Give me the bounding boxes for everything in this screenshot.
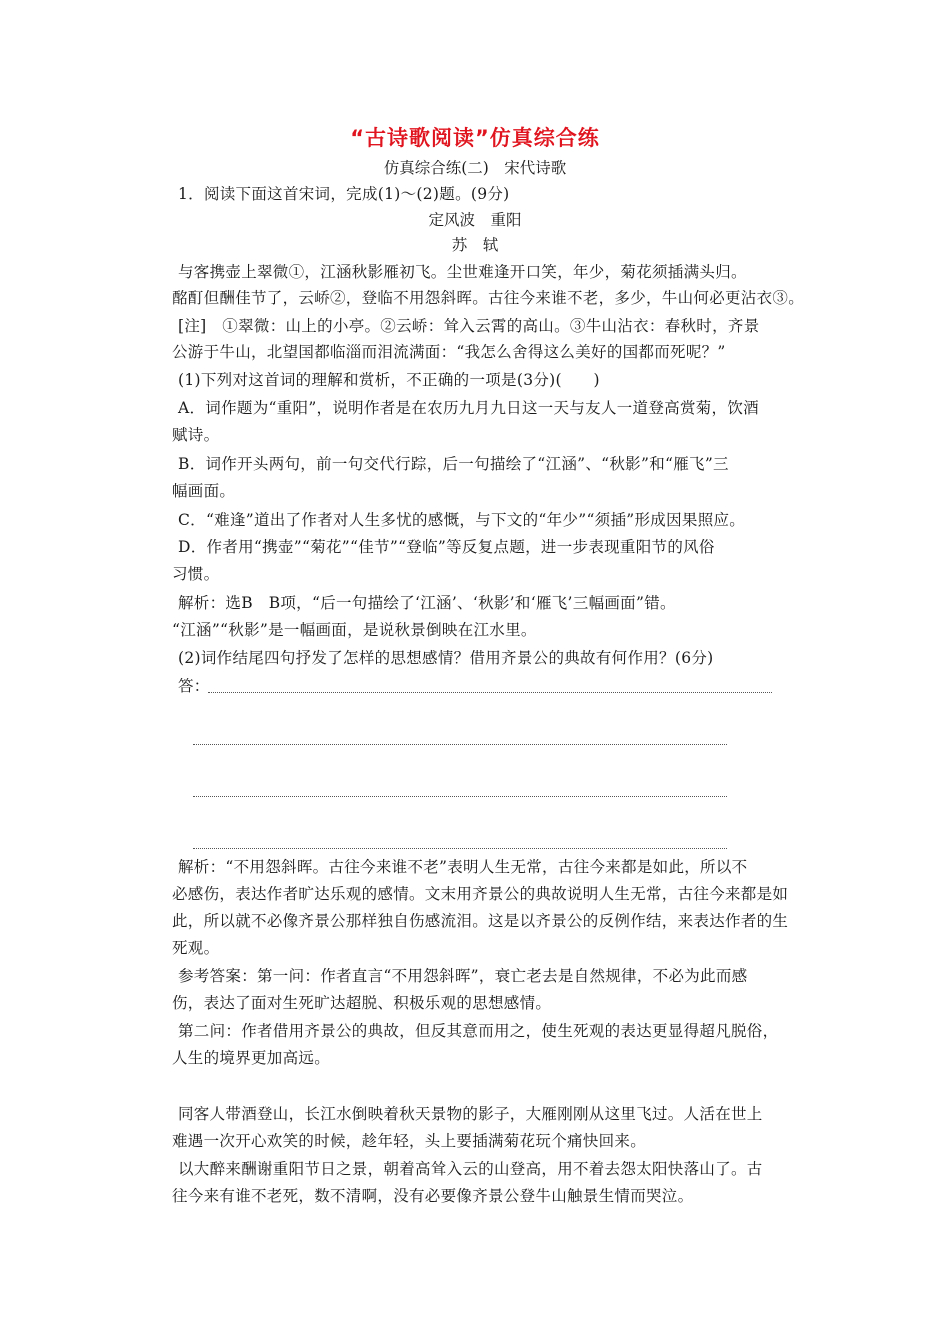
answer-line[interactable]	[193, 848, 727, 849]
analysis-text: 此，所以就不必像齐景公那样独自伤感流泪。这是以齐景公的反例作结，来表达作者的生	[172, 912, 789, 930]
poem-line: 酩酊但酬佳节了，云峤②，登临不用怨斜晖。古往今来谁不老，多少，牛山何必更沾衣③。	[172, 289, 805, 307]
answer-label: 答：	[178, 677, 210, 695]
sub-question-prompt: (1)下列对这首词的理解和赏析，不正确的一项是(3分)( )	[178, 371, 600, 389]
analysis-text: “江涵”“秋影”是一幅画面，是说秋景倒映在江水里。	[172, 621, 537, 639]
option-b: B．词作开头两句，前一句交代行踪，后一句描绘了“江涵”、“秋影”和“雁飞”三	[178, 455, 729, 473]
translation-text: 以大醉来酬谢重阳节日之景，朝着高耸入云的山登高，用不着去怨太阳快落山了。古	[178, 1160, 763, 1178]
poem-note: 公游于牛山，北望国都临淄而泪流满面：“我怎么舍得这么美好的国都而死呢？”	[172, 343, 726, 361]
question-intro: 1．阅读下面这首宋词，完成(1)～(2)题。(9分)	[178, 185, 510, 203]
option-d-cont: 习惯。	[172, 565, 220, 583]
reference-answer: 第二问：作者借用齐景公的典故，但反其意而用之，使生死观的表达更显得超凡脱俗，	[178, 1022, 779, 1040]
option-a-cont: 赋诗。	[172, 426, 220, 444]
poem-note: [注] ①翠微：山上的小亭。②云峤：耸入云霄的高山。③牛山沾衣：春秋时，齐景	[178, 317, 760, 335]
analysis-text: 解析：选B B项，“后一句描绘了‘江涵’、‘秋影’和‘雁飞’三幅画面”错。	[178, 594, 676, 612]
page-subtitle: 仿真综合练(二) 宋代诗歌	[383, 159, 567, 177]
analysis-text: 死观。	[172, 939, 220, 957]
page-title: “古诗歌阅读”仿真综合练	[350, 126, 600, 150]
reference-answer: 参考答案：第一问：作者直言“不用怨斜晖”，衰亡老去是自然规律，不必为此而感	[178, 967, 748, 985]
poem-title: 定风波 重阳	[428, 211, 522, 229]
analysis-text: 必感伤，表达作者旷达乐观的感情。文末用齐景公的典故说明人生无常，古往今来都是如	[172, 885, 789, 903]
answer-line[interactable]	[193, 744, 727, 745]
reference-answer: 伤，表达了面对生死旷达超脱、积极乐观的思想感情。	[172, 994, 552, 1012]
option-a: A．词作题为“重阳”，说明作者是在农历九月九日这一天与友人一道登高赏菊，饮酒	[178, 399, 759, 417]
poem-line: 与客携壶上翠微①，江涵秋影雁初飞。尘世难逢开口笑，年少，菊花须插满头归。	[178, 263, 747, 281]
answer-line[interactable]	[208, 692, 772, 693]
translation-text: 同客人带酒登山，长江水倒映着秋天景物的影子，大雁刚刚从这里飞过。人活在世上	[178, 1105, 763, 1123]
analysis-text: 解析：“不用怨斜晖。古往今来谁不老”表明人生无常，古往今来都是如此，所以不	[178, 858, 748, 876]
answer-line[interactable]	[193, 796, 727, 797]
option-d: D．作者用“携壶”“菊花”“佳节”“登临”等反复点题，进一步表现重阳节的风俗	[178, 538, 715, 556]
option-b-cont: 幅画面。	[172, 482, 236, 500]
poem-author: 苏 轼	[451, 236, 499, 254]
sub-question-prompt: (2)词作结尾四句抒发了怎样的思想感情？借用齐景公的典故有何作用？(6分)	[178, 649, 714, 667]
translation-text: 难遇一次开心欢笑的时候，趁年轻，头上要插满菊花玩个痛快回来。	[172, 1132, 647, 1150]
option-c: C．“难逢”道出了作者对人生多忧的感慨，与下文的“年少”“须插”形成因果照应。	[178, 511, 746, 529]
reference-answer: 人生的境界更加高远。	[172, 1049, 331, 1067]
translation-text: 往今来有谁不老死，数不清啊，没有必要像齐景公登牛山触景生情而哭泣。	[172, 1187, 694, 1205]
